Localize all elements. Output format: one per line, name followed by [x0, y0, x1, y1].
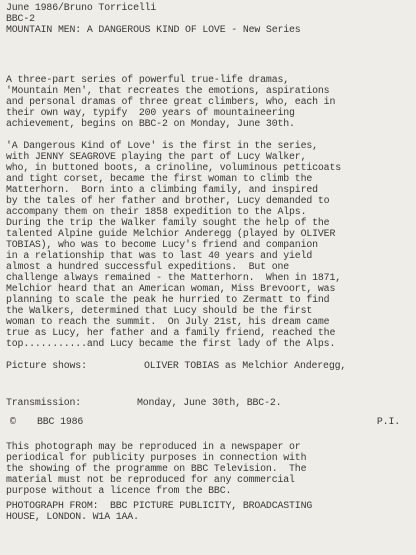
story-line: Matterhorn. Born into a climbing family, and inspired [6, 184, 318, 195]
notice-line: periodical for publicity purposes in connection with [6, 452, 307, 463]
story-line: true as Lucy, her father and a family friend, reached the [6, 327, 336, 338]
intro-line: their own way, typify 200 years of mountaineering [6, 107, 295, 118]
header-channel: BBC-2 [6, 13, 35, 24]
header-title: MOUNTAIN MEN: A DANGEROUS KIND OF LOVE - New Series [6, 24, 301, 35]
photo-initials: P.I. [376, 416, 400, 427]
intro-line: and personal dramas of three great climbers, who, each in [6, 96, 336, 107]
story-line: talented Alpine guide Melchior Anderegg (played by OLIVER [6, 228, 336, 239]
intro-line: A three-part series of powerful true-life dramas, [6, 74, 290, 85]
source-line: HOUSE, LONDON. W1A 1AA. [6, 511, 139, 522]
intro-line: 'Mountain Men', that recreates the emotions, aspirations [6, 85, 330, 96]
source-line: PHOTOGRAPH FROM: BBC PICTURE PUBLICITY, BROADCASTING [6, 500, 313, 511]
story-line: and tight corset, became the first woman to climb the [6, 173, 313, 184]
story-line: accompany them on their 1858 expedition to the Alps. [6, 206, 307, 217]
story-line: with JENNY SEAGROVE playing the part of Lucy Walker, [6, 151, 307, 162]
story-line: top...........and Lucy became the first lady of the Alps. [6, 338, 336, 349]
transmission-value: Monday, June 30th, BBC-2. [137, 397, 282, 408]
story-line: almost a hundred successful expeditions. But one [6, 261, 290, 272]
story-line: planning to scale the peak he hurried to Zermatt to find [6, 294, 330, 305]
story-line: Melchior heard that an American woman, Miss Brevoort, was [6, 283, 336, 294]
intro-line: achievement, begins on BBC-2 on Monday, June 30th. [6, 118, 295, 129]
story-line: 'A Dangerous Kind of Love' is the first in the series, [6, 140, 318, 151]
story-line: who, in buttoned boots, a crinoline, voluminous petticoats [6, 162, 342, 173]
story-line: woman to reach the summit. On July 21st, his dream came [6, 316, 330, 327]
story-line: by the tales of her father and brother, Lucy demanded to [6, 195, 330, 206]
copyright-icon: © [10, 416, 16, 427]
notice-line: the showing of the programme on BBC Television. The [6, 463, 307, 474]
transmission-label: Transmission: [6, 397, 82, 408]
story-line: challenge always remained - the Matterhorn. When in 1871, [6, 272, 342, 283]
header-date-author: June 1986/Bruno Torricelli [6, 2, 157, 13]
picture-shows-label: Picture shows: [6, 360, 87, 371]
story-line: in a relationship that was to last 40 years and yield [6, 250, 313, 261]
notice-line: purpose without a licence from the BBC. [6, 485, 232, 496]
notice-line: material must not be reproduced for any commercial [6, 474, 295, 485]
story-line: the Walkers, determined that Lucy should be the first [6, 305, 313, 316]
story-line: During the trip the Walker family sought the help of the [6, 217, 330, 228]
picture-caption: OLIVER TOBIAS as Melchior Anderegg, [144, 360, 347, 371]
notice-line: This photograph may be reproduced in a newspaper or [6, 441, 301, 452]
copyright-text: BBC 1986 [37, 416, 84, 427]
story-line: TOBIAS), who was to become Lucy's friend and companion [6, 239, 318, 250]
